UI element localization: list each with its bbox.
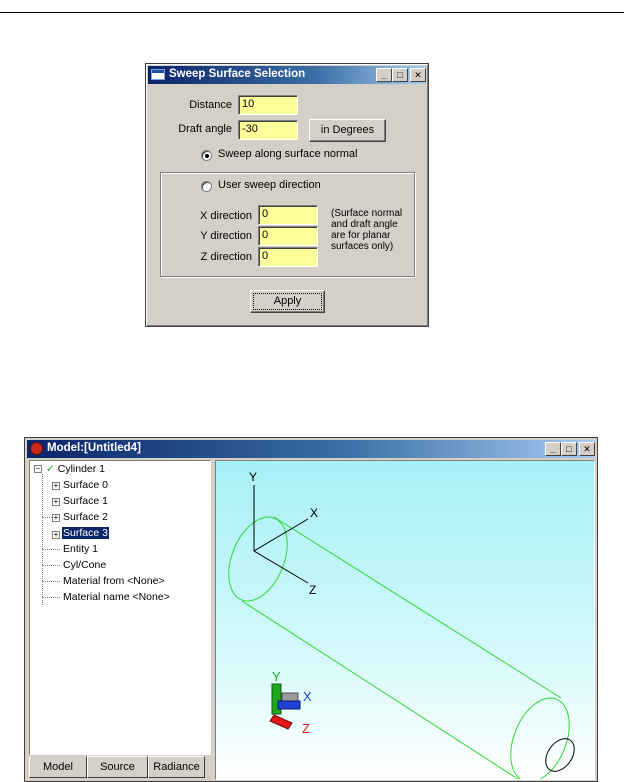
tree-item-surface-2[interactable]: Surface 2: [63, 511, 108, 523]
viewport-canvas: [216, 461, 595, 780]
triad-z-label: Z: [302, 721, 310, 736]
model-axes: [254, 485, 308, 583]
tree-connector: [42, 565, 60, 566]
tree-item-surface-3[interactable]: Surface 3: [63, 527, 108, 539]
tree-connector: [42, 549, 60, 550]
draft-angle-input[interactable]: -30: [238, 120, 298, 140]
close-button[interactable]: ✕: [579, 442, 595, 456]
draft-angle-label: Draft angle: [178, 123, 232, 135]
radio-surface-normal[interactable]: [201, 150, 212, 161]
cylinder-wireframe: [217, 508, 580, 780]
in-degrees-button[interactable]: in Degrees: [309, 119, 386, 142]
distance-input[interactable]: 10: [238, 95, 298, 115]
axis-z-line: [254, 551, 308, 583]
minimize-button[interactable]: _: [545, 442, 561, 456]
model-title: Model:[Untitled4]: [47, 442, 141, 454]
tree-item-surface-0[interactable]: Surface 0: [63, 479, 108, 491]
tree-item-surface-1[interactable]: Surface 1: [63, 495, 108, 507]
triad-z-arrow: [270, 715, 292, 729]
tree-item-material-name[interactable]: Material name <None>: [63, 591, 170, 603]
y-direction-input[interactable]: 0: [258, 226, 318, 246]
expand-toggle[interactable]: +: [53, 497, 59, 506]
tree-connector: [42, 581, 60, 582]
tree-item-material-from[interactable]: Material from <None>: [63, 575, 165, 587]
cylinder-edge-top: [274, 517, 561, 698]
model-titlebar[interactable]: [27, 440, 595, 458]
expand-toggle[interactable]: +: [53, 513, 59, 522]
tab-radiance[interactable]: Radiance: [148, 756, 205, 778]
radio-user-direction-label[interactable]: User sweep direction: [218, 179, 321, 191]
model-tree: [29, 460, 211, 755]
distance-label: Distance: [189, 99, 232, 111]
page-rule: [0, 12, 624, 13]
tree-connector: [42, 517, 52, 518]
tree-root[interactable]: [46, 463, 105, 475]
radio-user-direction[interactable]: [201, 181, 212, 192]
cylinder-far-cap: [499, 689, 580, 780]
sweep-surface-dialog: [145, 63, 429, 327]
planar-note-line: surfaces only): [331, 241, 394, 252]
apply-button[interactable]: Apply: [250, 290, 325, 313]
planar-note-line: and draft angle: [331, 219, 398, 230]
close-button[interactable]: ✕: [410, 68, 426, 82]
z-direction-label: Z direction: [200, 251, 252, 263]
tree-connector: [42, 597, 60, 598]
surface-highlight: [540, 733, 580, 776]
tab-source[interactable]: Source: [87, 756, 148, 778]
expand-toggle[interactable]: +: [53, 481, 59, 490]
model-window: [24, 437, 598, 782]
planar-note-line: (Surface normal: [331, 208, 403, 219]
maximize-button[interactable]: □: [561, 442, 577, 456]
maximize-button[interactable]: □: [392, 68, 408, 82]
planar-note-line: are for planar: [331, 230, 391, 241]
axis-y-label: Y: [249, 470, 258, 484]
axis-x-line: [254, 519, 308, 551]
tree-connector: [42, 474, 43, 605]
axis-x-label: X: [310, 506, 319, 520]
z-direction-input[interactable]: 0: [258, 247, 318, 267]
cylinder-near-cap: [217, 508, 298, 609]
collapse-toggle[interactable]: −: [35, 464, 41, 473]
triad-x-label: X: [303, 689, 312, 704]
y-direction-label: Y direction: [200, 230, 252, 242]
minimize-button[interactable]: _: [376, 68, 392, 82]
expand-toggle[interactable]: +: [53, 530, 59, 539]
planar-note: [331, 208, 421, 252]
x-direction-label: X direction: [200, 210, 252, 222]
cylinder-edge-bottom: [242, 601, 521, 780]
tab-model[interactable]: Model: [29, 756, 87, 778]
tree-root-label: Cylinder 1: [57, 463, 106, 475]
3d-viewport[interactable]: [215, 460, 595, 780]
tree-item-cylcone[interactable]: Cyl/Cone: [63, 559, 107, 571]
app-logo-icon: [30, 442, 43, 455]
orientation-triad: [270, 684, 300, 729]
dialog-titlebar[interactable]: [148, 66, 426, 84]
window-icon: [151, 69, 165, 80]
x-direction-input[interactable]: 0: [258, 205, 318, 225]
radio-surface-normal-label[interactable]: Sweep along surface normal: [218, 148, 358, 160]
tree-item-entity[interactable]: Entity 1: [63, 543, 99, 555]
checkmark-icon: ✓: [46, 463, 55, 475]
dialog-title: Sweep Surface Selection: [169, 68, 306, 80]
triad-x-arrow: [278, 701, 300, 709]
axis-z-label: Z: [309, 583, 317, 597]
triad-y-label: Y: [272, 669, 281, 684]
